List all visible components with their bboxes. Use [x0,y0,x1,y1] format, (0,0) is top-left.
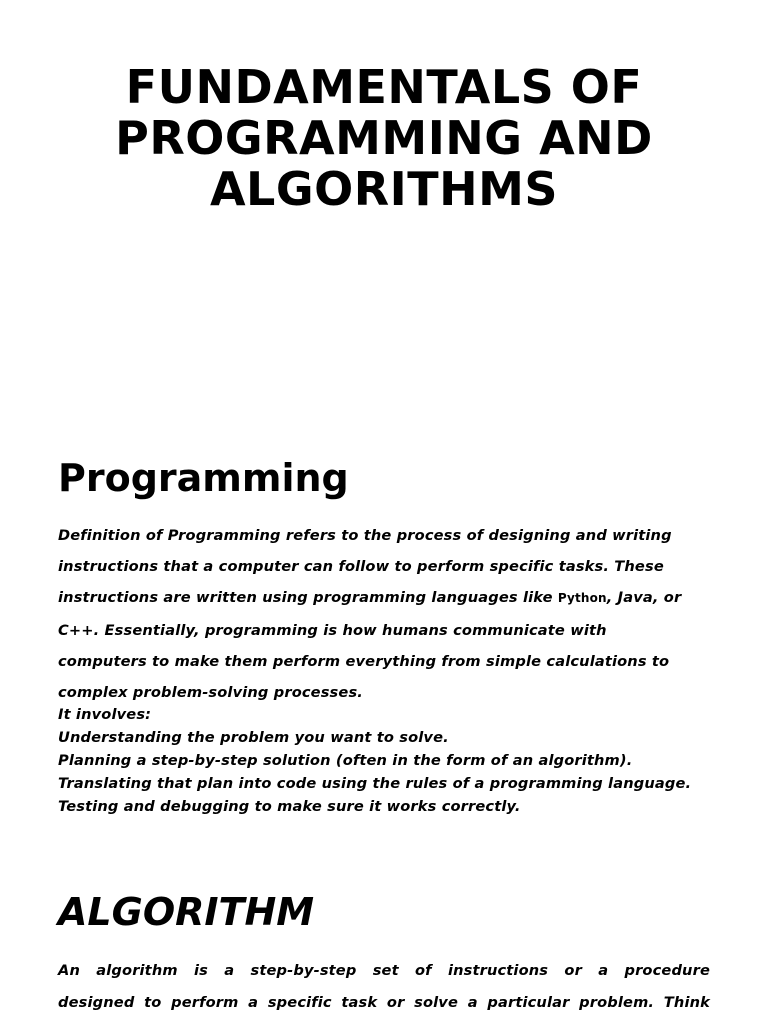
list-item: Translating that plan into code using the rules of a programming language. [58,775,692,792]
involves-list [58,703,710,818]
definition-line: instructions that a computer can follow to perform specific tasks. These [58,558,664,576]
title-line: FUNDAMENTALS OF [125,60,643,114]
involves-intro: It involves: [58,706,152,723]
python-language-name: Python [557,591,607,606]
list-item: Understanding the problem you want to solve. [58,729,449,746]
title-line: ALGORITHMS [209,162,559,216]
definition-line: Definition of Programming refers to the process of designing and writing [58,527,672,544]
other-languages: , Java, or [606,589,682,607]
definition-line-languages [58,582,710,614]
title-line: PROGRAMMING AND [115,111,653,165]
definition-line: C++. Essentially, programming is how humans communicate with [58,621,607,639]
definition-line: complex problem-solving processes. [58,684,363,702]
document-title [60,62,708,215]
algorithm-heading: ALGORITHM [58,890,315,934]
programming-heading: Programming [58,456,349,500]
list-item: Testing and debugging to make sure it works correctly. [58,798,521,815]
definition-line: computers to make them perform everything from simple calculations to [58,652,670,670]
algorithm-definition [58,955,710,1019]
definition-line: designed to perform a specific task or solve a particular problem. Think [58,994,710,1011]
programming-definition [58,520,710,708]
definition-line-text: instructions are written using programming languages like [58,589,558,607]
list-item: Planning a step-by-step solution (often in the form of an algorithm). [58,752,633,769]
definition-line: An algorithm is a step-by-step set of instructions or a procedure [58,962,710,979]
